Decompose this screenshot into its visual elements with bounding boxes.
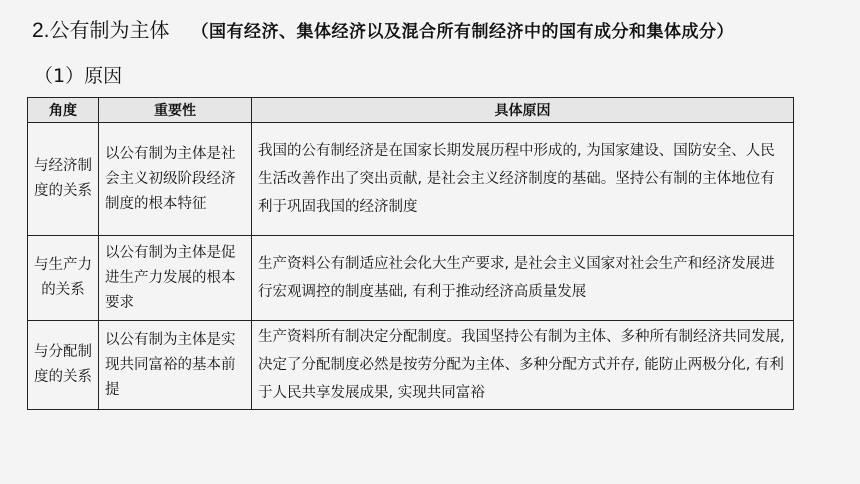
section-note: （国有经济、集体经济以及混合所有制经济中的国有成分和集体成分） xyxy=(191,22,735,42)
subheading-reasons: （1）原因 xyxy=(34,65,123,87)
table-header-row xyxy=(28,98,794,123)
table-row xyxy=(28,321,794,410)
section-number: 2. xyxy=(32,19,50,42)
header-reason: 具体原因 xyxy=(252,98,794,123)
table-row xyxy=(28,236,794,321)
reasons-table xyxy=(27,97,794,410)
cell-reason: 生产资料公有制适应社会化大生产要求, 是社会主义国家对社会生产和经济发展进行宏观调控的制度基础, 有利于推动经济高质量发展 xyxy=(252,236,794,321)
cell-angle: 与经济制度的关系 xyxy=(28,123,99,236)
section-title: 公有制为主体 xyxy=(49,18,170,42)
section-heading xyxy=(32,16,852,46)
header-importance: 重要性 xyxy=(99,98,252,123)
header-angle: 角度 xyxy=(28,98,99,123)
cell-angle: 与生产力的关系 xyxy=(28,236,99,321)
cell-angle: 与分配制度的关系 xyxy=(28,321,99,410)
table-row xyxy=(28,123,794,236)
cell-reason: 生产资料所有制决定分配制度。我国坚持公有制为主体、多种所有制经济共同发展, 决定了分配制度必然是按劳分配为主体、多种分配方式并存, 能防止两极分化, 有利于人民共享发展成果, 实现共同富裕 xyxy=(252,321,794,410)
cell-reason: 我国的公有制经济是在国家长期发展历程中形成的, 为国家建设、国防安全、人民生活改善作出了突出贡献, 是社会主义经济制度的基础。坚持公有制的主体地位有利于巩固我国的经济制度 xyxy=(252,123,794,236)
cell-importance: 以公有制为主体是实现共同富裕的基本前提 xyxy=(99,321,252,410)
cell-importance: 以公有制为主体是社会主义初级阶段经济制度的根本特征 xyxy=(99,123,252,236)
cell-importance: 以公有制为主体是促进生产力发展的根本要求 xyxy=(99,236,252,321)
